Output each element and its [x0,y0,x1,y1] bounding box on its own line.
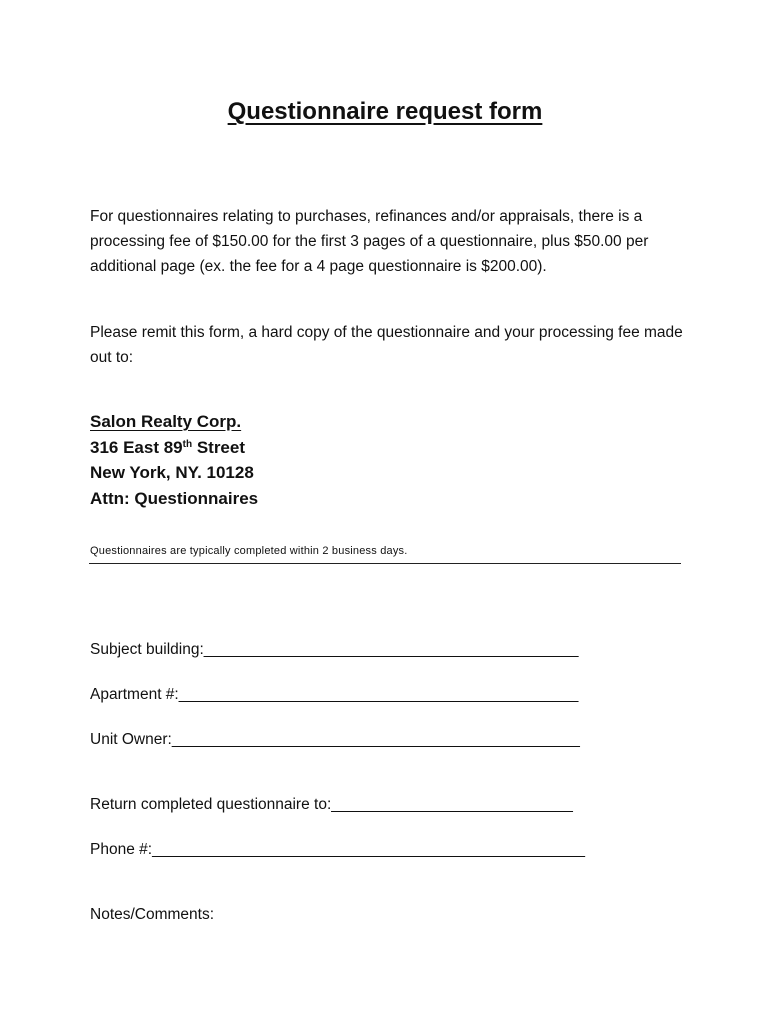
subject-building-field[interactable] [90,639,578,661]
subject-building-label: Subject building: [90,641,204,658]
phone-number-label: Phone #: [90,841,153,858]
return-to-blank[interactable]: _____________________________ [331,796,573,813]
unit-owner-field[interactable] [90,729,580,751]
return-to-label: Return completed questionnaire to: [90,796,332,813]
mailing-address [90,409,258,511]
attention-line: Attn: Questionnaires [90,488,259,508]
document-title: Questionnaire request form [227,98,543,125]
apartment-number-field[interactable] [90,684,578,706]
apartment-number-blank[interactable]: ________________________________________________ [178,686,579,703]
street-ordinal-suffix: th [182,438,193,450]
phone-number-blank[interactable]: ____________________________________________________ [152,841,585,858]
unit-owner-label: Unit Owner: [90,731,172,748]
street-line [90,435,258,461]
notes-comments-label: Notes/Comments: [90,906,215,923]
remit-paragraph: Please remit this form, a hard copy of the questionnaire and your processing fee made out to: [90,324,683,366]
return-to-field[interactable] [90,794,573,816]
street-number: 316 East 89 [90,437,183,457]
street-name: Street [192,437,246,457]
city-line: New York, NY. 10128 [90,463,254,482]
turnaround-note: Questionnaires are typically completed within 2 business days. [90,545,408,557]
fee-paragraph: For questionnaires relating to purchases, refinances and/or appraisals, there is a processing fee of $150.00 for the first 3 pages of a questionnaire, plus $50.00 per additional page (ex. the fee for a 4 page questionnaire is $200.00). [90,208,649,275]
company-name: Salon Realty Corp. [90,412,242,431]
subject-building-blank[interactable]: _____________________________________________ [203,641,579,658]
turnaround-note-rule [89,544,681,564]
apartment-number-label: Apartment #: [90,686,179,703]
phone-number-field[interactable] [90,839,585,861]
unit-owner-blank[interactable]: _________________________________________________ [171,731,580,748]
